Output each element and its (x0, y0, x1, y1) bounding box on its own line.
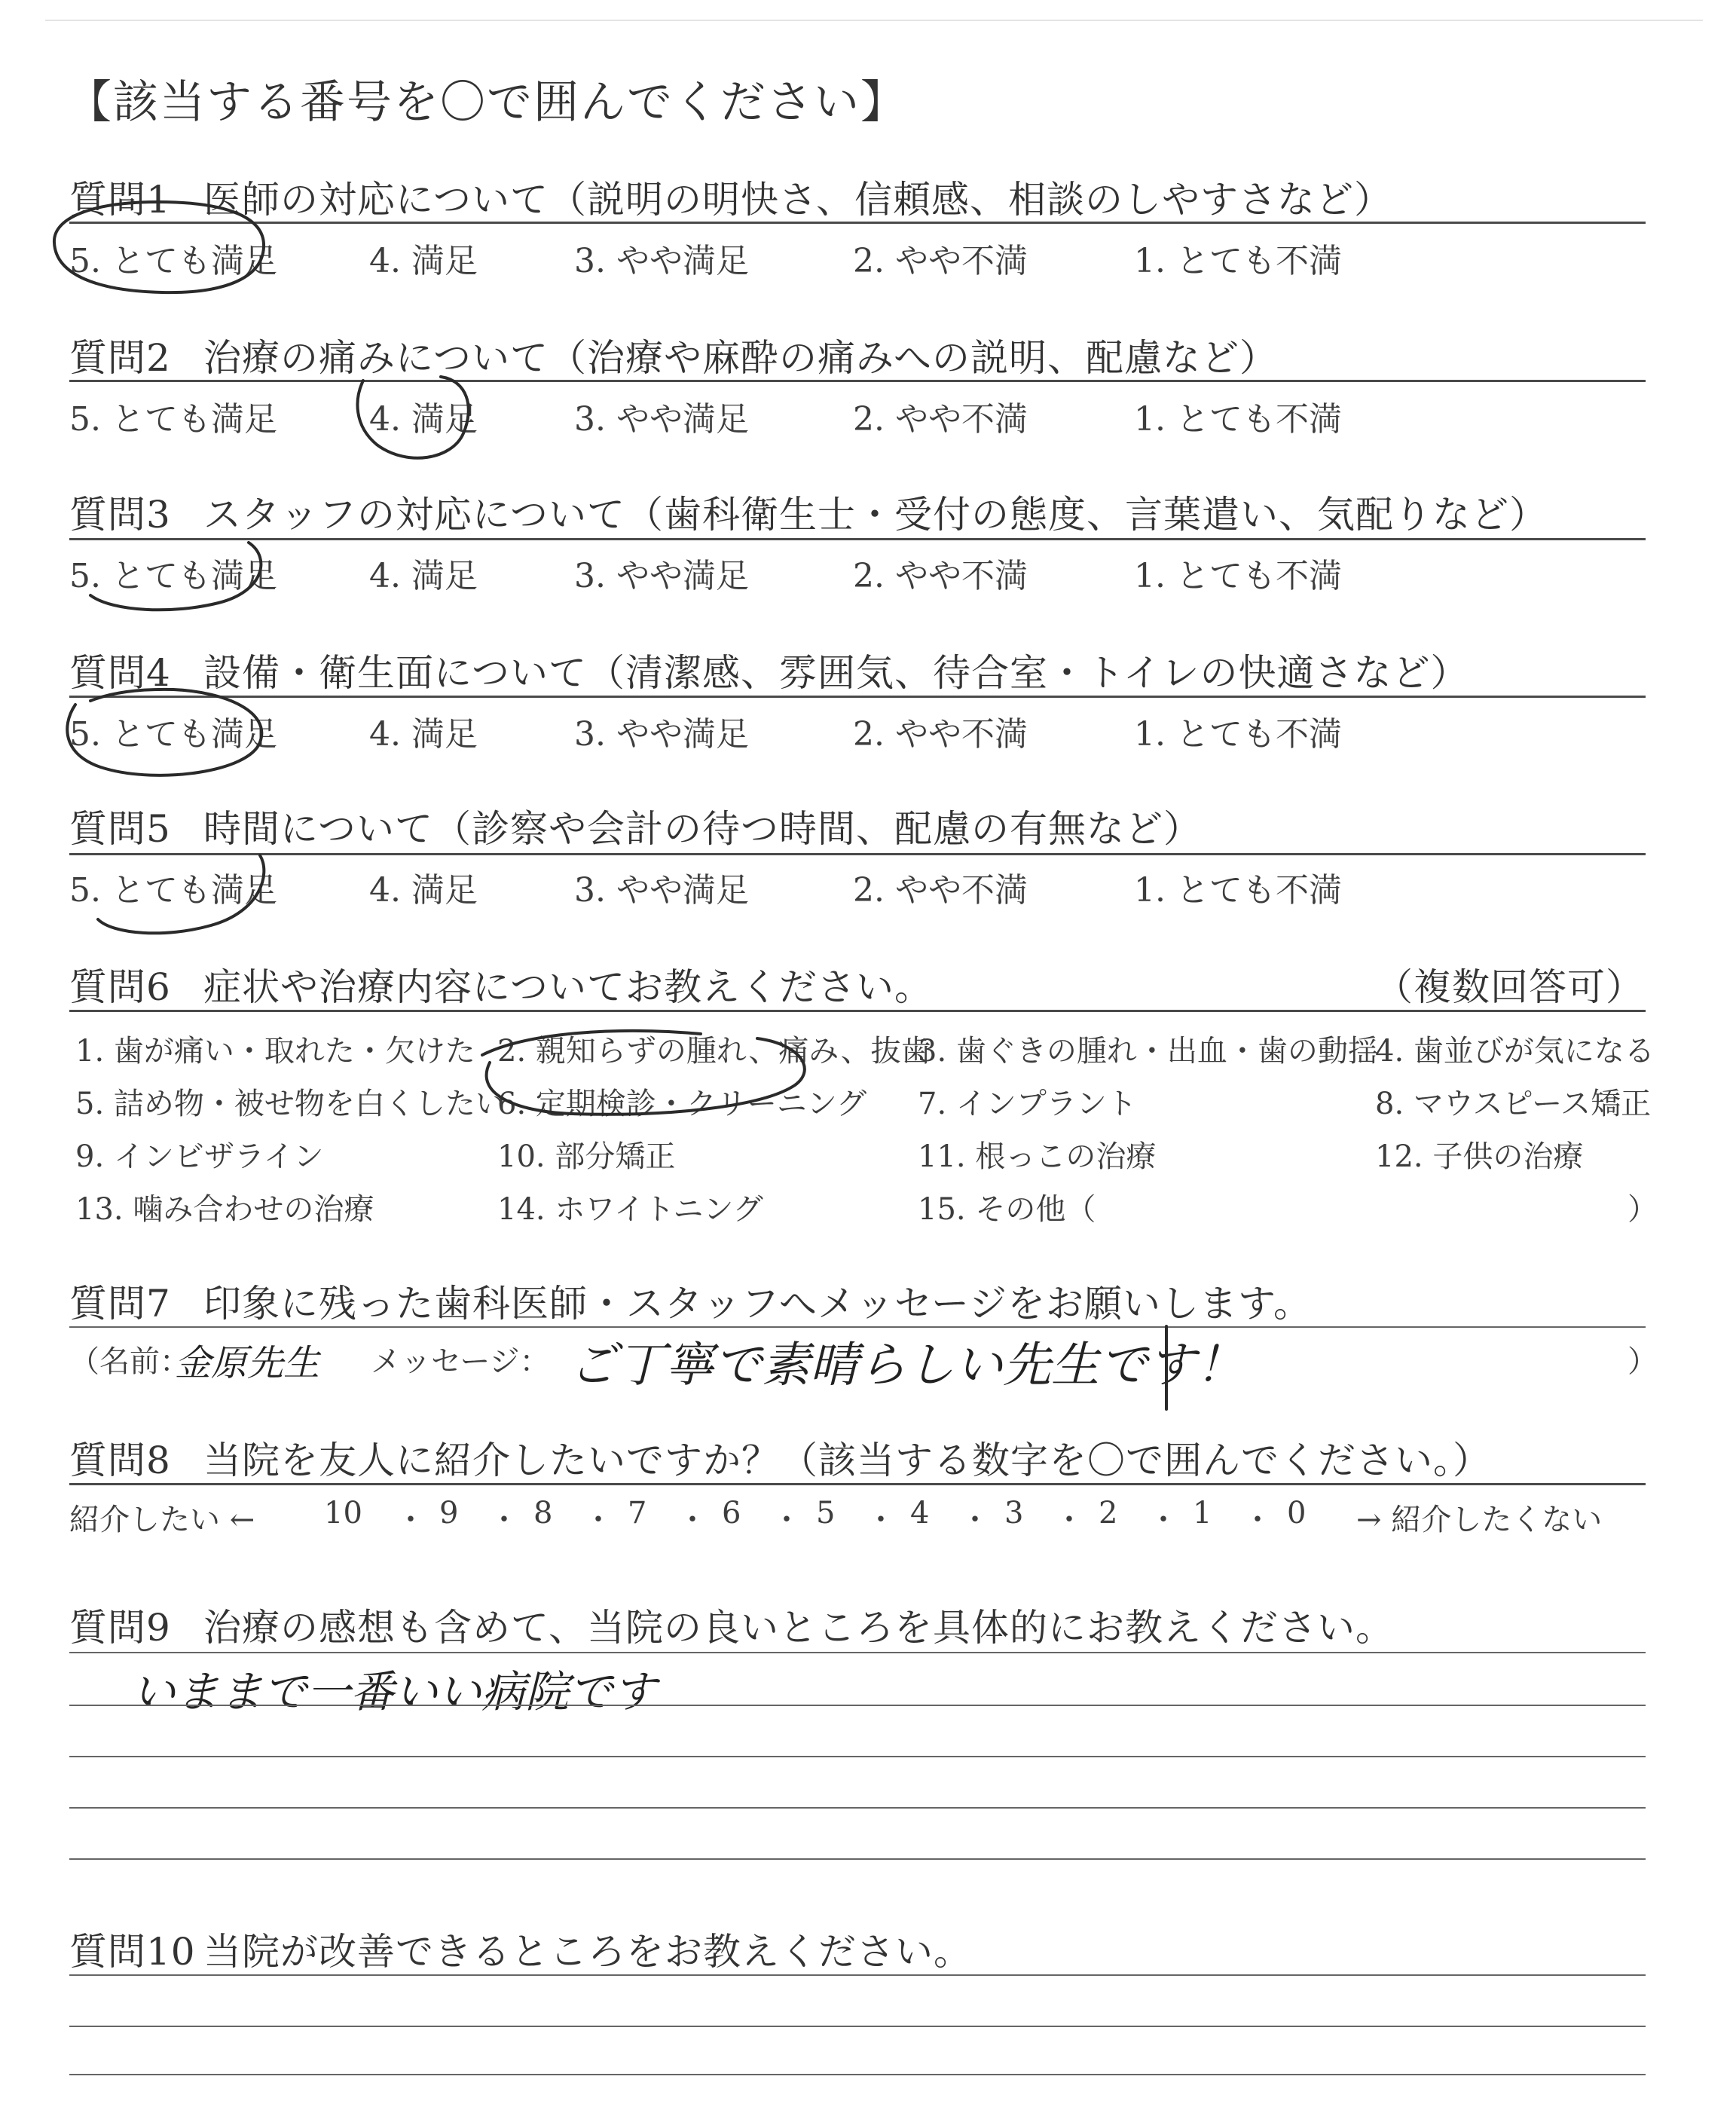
q6-rule (69, 1010, 1646, 1012)
q6-text: 症状や治療内容についてお教えください。 (203, 965, 933, 1009)
q2-option-4[interactable]: 4. 満足 (369, 400, 478, 439)
q5-label: 質問5 (69, 807, 171, 851)
q10-answer-line (69, 1974, 1646, 1976)
q2-rule (69, 380, 1646, 382)
q8-scale-sep: ・ (489, 1503, 519, 1537)
q8-text: 当院を友人に紹介したいですか？（該当する数字を〇で囲んでください。） (203, 1439, 1491, 1482)
q8-label: 質問8 (69, 1439, 171, 1482)
q4-text: 設備・衛生面について（清潔感、雰囲気、待合室・トイレの快適さなど） (203, 651, 1469, 695)
q5-text: 時間について（診察や会計の待つ時間、配慮の有無など） (203, 807, 1202, 851)
q8-scale-2[interactable]: 2 (1099, 1496, 1118, 1531)
q6-option-4[interactable]: 4. 歯並びが気になる (1375, 1034, 1655, 1069)
q8-scale-10[interactable]: 10 (324, 1496, 362, 1531)
q8-rule (69, 1483, 1646, 1485)
q7-message-prefix: メッセージ： (371, 1344, 550, 1379)
q2-option-3[interactable]: 3. やや満足 (574, 400, 749, 439)
q8-scale-sep: ・ (866, 1503, 896, 1537)
q2-label: 質問2 (69, 336, 171, 380)
q2-option-1[interactable]: 1. とても不満 (1134, 400, 1342, 439)
q6-option-9[interactable]: 9. インビザライン (75, 1139, 324, 1174)
q7-name-value[interactable]: 金原先生 (175, 1342, 320, 1384)
q1-option-3[interactable]: 3. やや満足 (574, 242, 749, 280)
q1-option-4[interactable]: 4. 満足 (369, 242, 478, 280)
q8-scale-sep: ・ (960, 1503, 990, 1537)
q6-option-8[interactable]: 8. マウスピース矯正 (1375, 1087, 1652, 1121)
q4-option-4[interactable]: 4. 満足 (369, 715, 478, 754)
q6-option-10[interactable]: 10. 部分矯正 (497, 1139, 676, 1174)
q3-option-1[interactable]: 1. とても不満 (1134, 557, 1342, 595)
q8-scale-4[interactable]: 4 (910, 1496, 930, 1531)
q4-option-2[interactable]: 2. やや不満 (853, 715, 1028, 754)
q8-scale-sep: ・ (583, 1503, 613, 1537)
q2-option-2[interactable]: 2. やや不満 (853, 400, 1028, 439)
q6-option-14[interactable]: 14. ホワイトニング (497, 1192, 763, 1227)
q5-option-1[interactable]: 1. とても不満 (1134, 871, 1342, 910)
q10-label: 質問10 (69, 1930, 196, 1974)
q9-answer-line (69, 1756, 1646, 1757)
q3-option-5[interactable]: 5. とても満足 (69, 557, 277, 595)
q6-label: 質問6 (69, 965, 171, 1009)
q7-text: 印象に残った歯科医師・スタッフへメッセージをお願いします。 (203, 1282, 1312, 1326)
q9-label: 質問9 (69, 1606, 171, 1650)
q6-option-15[interactable]: 15. その他（ (918, 1192, 1096, 1227)
q5-option-4[interactable]: 4. 満足 (369, 871, 478, 910)
q8-scale-1[interactable]: 1 (1193, 1496, 1212, 1531)
q9-answer-line (69, 1858, 1646, 1860)
q10-answer-line (69, 2026, 1646, 2027)
q6-option-5[interactable]: 5. 詰め物・被せ物を白くしたい (75, 1087, 506, 1121)
q7-name-prefix: （名前： (69, 1344, 190, 1379)
q10-text: 当院が改善できるところをお教えください。 (203, 1930, 972, 1974)
q5-option-3[interactable]: 3. やや満足 (574, 871, 749, 910)
q8-scale-6[interactable]: 6 (722, 1496, 741, 1531)
q8-right-label: → 紹介したくない (1356, 1503, 1603, 1537)
q8-scale-sep: ・ (1148, 1503, 1178, 1537)
q1-option-2[interactable]: 2. やや不満 (853, 242, 1028, 280)
q1-option-5[interactable]: 5. とても満足 (69, 242, 277, 280)
q8-scale-sep: ・ (677, 1503, 708, 1537)
q8-scale-5[interactable]: 5 (816, 1496, 836, 1531)
q3-option-3[interactable]: 3. やや満足 (574, 557, 749, 595)
q5-option-2[interactable]: 2. やや不満 (853, 871, 1028, 910)
q3-option-2[interactable]: 2. やや不満 (853, 557, 1028, 595)
q4-label: 質問4 (69, 651, 171, 695)
q4-option-1[interactable]: 1. とても不満 (1134, 715, 1342, 754)
q6-option-6[interactable]: 6. 定期検診・クリーニング (497, 1087, 867, 1121)
q1-label: 質問1 (69, 178, 171, 222)
q8-scale-9[interactable]: 9 (439, 1496, 459, 1531)
q8-left-label: 紹介したい ← (69, 1503, 255, 1537)
q4-option-5[interactable]: 5. とても満足 (69, 715, 277, 754)
q8-scale-3[interactable]: 3 (1004, 1496, 1024, 1531)
q7-message-value[interactable]: ご丁寧で素晴らしい先生です！ (569, 1338, 1244, 1393)
q6-option-11[interactable]: 11. 根っこの治療 (918, 1139, 1157, 1174)
q1-option-1[interactable]: 1. とても不満 (1134, 242, 1342, 280)
q4-option-3[interactable]: 3. やや満足 (574, 715, 749, 754)
q6-option-12[interactable]: 12. 子供の治療 (1375, 1139, 1584, 1174)
q6-other-close: ） (1628, 1192, 1658, 1227)
q6-option-1[interactable]: 1. 歯が痛い・取れた・欠けた (75, 1034, 475, 1069)
q5-option-5[interactable]: 5. とても満足 (69, 871, 277, 910)
q8-scale-sep: ・ (1242, 1503, 1273, 1537)
q4-rule (69, 696, 1646, 698)
q3-rule (69, 538, 1646, 540)
q9-text: 治療の感想も含めて、当院の良いところを具体的にお教えください。 (203, 1606, 1394, 1650)
q6-option-2[interactable]: 2. 親知らずの腫れ、痛み、抜歯 (497, 1034, 931, 1069)
page-top-border (45, 20, 1703, 21)
q2-option-5[interactable]: 5. とても満足 (69, 400, 277, 439)
q8-scale-8[interactable]: 8 (533, 1496, 553, 1531)
form-instruction: 【該当する番号を〇で囲んでください】 (66, 76, 907, 129)
q9-rule (69, 1652, 1646, 1653)
q9-answer-line (69, 1705, 1646, 1706)
q7-label: 質問7 (69, 1282, 171, 1326)
q7-close: ） (1628, 1344, 1658, 1379)
q3-text: スタッフの対応について（歯科衛生士・受付の態度、言葉遣い、気配りなど） (203, 493, 1548, 537)
q1-rule (69, 222, 1646, 224)
q3-option-4[interactable]: 4. 満足 (369, 557, 478, 595)
q8-scale-sep: ・ (772, 1503, 802, 1537)
q8-scale-7[interactable]: 7 (628, 1496, 647, 1531)
q6-option-7[interactable]: 7. インプラント (918, 1087, 1137, 1121)
q6-option-13[interactable]: 13. 噛み合わせの治療 (75, 1192, 374, 1227)
q6-option-3[interactable]: 3. 歯ぐきの腫れ・出血・歯の動揺 (918, 1034, 1378, 1069)
q3-label: 質問3 (69, 493, 171, 537)
q6-note: （複数回答可） (1375, 965, 1644, 1009)
q5-rule (69, 853, 1646, 855)
q9-answer-line (69, 1807, 1646, 1809)
q8-scale-0[interactable]: 0 (1287, 1496, 1307, 1531)
q8-scale-sep: ・ (396, 1503, 426, 1537)
q8-scale-sep: ・ (1054, 1503, 1084, 1537)
q9-answer[interactable]: いままで一番いい病院です (132, 1666, 657, 1717)
q1-text: 医師の対応について（説明の明快さ、信頼感、相談のしやすさなど） (203, 178, 1392, 222)
q2-text: 治療の痛みについて（治療や麻酔の痛みへの説明、配慮など） (203, 336, 1278, 380)
q10-answer-line (69, 2074, 1646, 2075)
